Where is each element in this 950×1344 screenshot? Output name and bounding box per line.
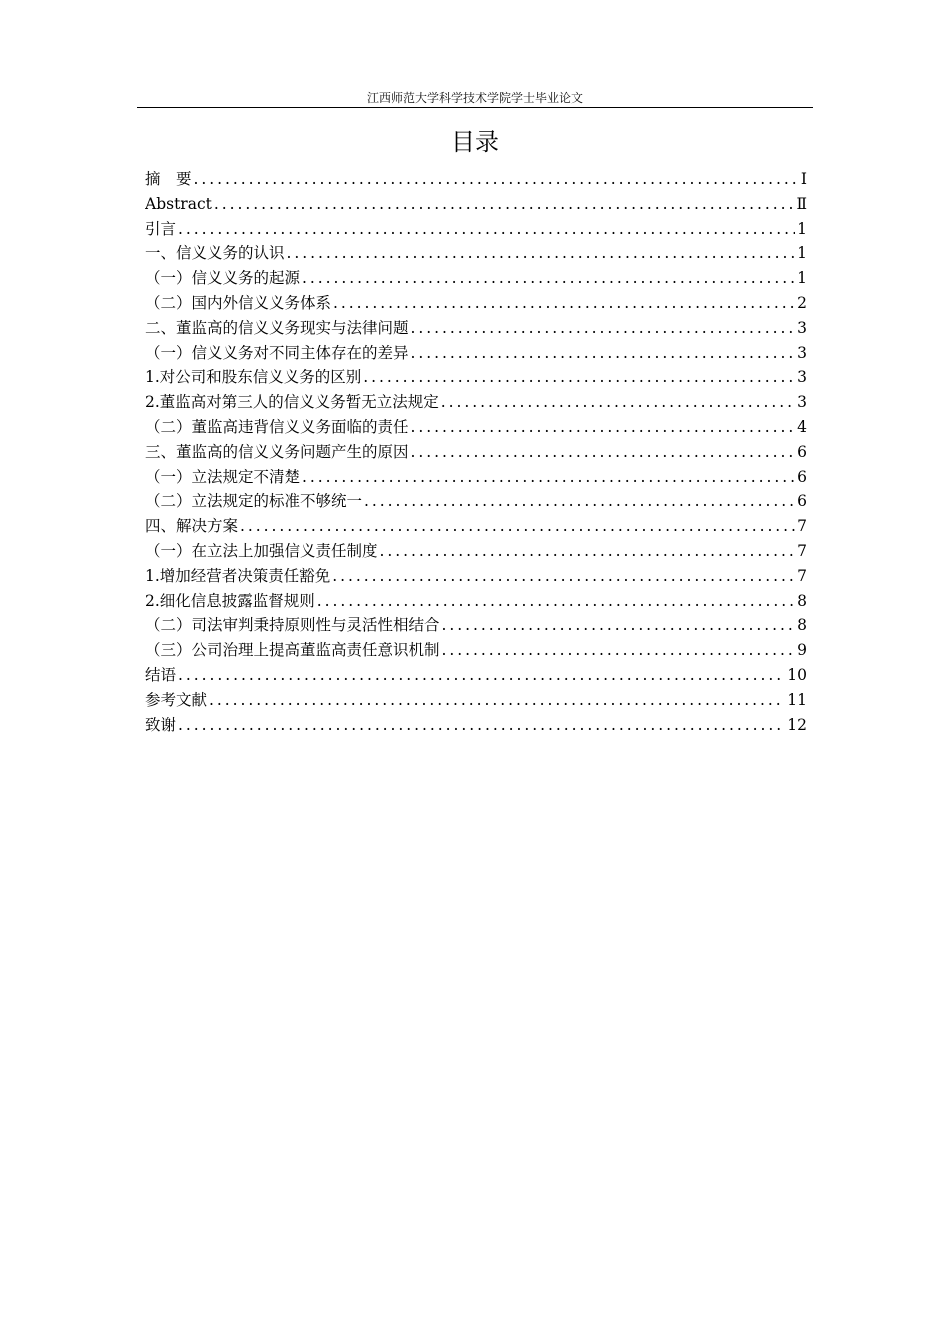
dot-leader — [287, 241, 796, 266]
toc-entry-page: 2 — [797, 293, 807, 312]
dot-leader — [364, 489, 795, 514]
toc-entry-label: 致谢 — [145, 715, 177, 734]
toc-entry[interactable] — [145, 514, 807, 539]
toc-entry[interactable] — [145, 465, 807, 490]
toc-entry[interactable] — [145, 613, 807, 638]
dot-leader — [178, 663, 785, 688]
toc-entry-page: 1 — [797, 244, 807, 263]
toc-entry-page: 1 — [797, 219, 807, 238]
toc-entry-label: 1.增加经营者决策责任豁免 — [145, 566, 331, 585]
toc-entry-page: 10 — [787, 665, 807, 684]
dot-leader — [411, 316, 796, 341]
toc-entry-page: 12 — [787, 715, 807, 734]
toc-entry[interactable] — [145, 316, 807, 341]
toc-entry-page: 3 — [797, 318, 807, 337]
toc-entry-page: 8 — [797, 616, 807, 635]
toc-entry[interactable] — [145, 167, 807, 192]
toc-entry-label: （二）董监高违背信义义务面临的责任 — [145, 417, 409, 436]
toc-entry-label: 1.对公司和股东信义义务的区别 — [145, 368, 362, 387]
toc-entry[interactable] — [145, 564, 807, 589]
dot-leader — [317, 589, 795, 614]
toc-entry-page: 7 — [797, 541, 807, 560]
toc-entry[interactable] — [145, 440, 807, 465]
dot-leader — [240, 514, 795, 539]
toc-entry-page: 7 — [797, 517, 807, 536]
running-header: 江西师范大学科学技术学院学士毕业论文 — [366, 91, 583, 105]
header-rule — [137, 107, 813, 108]
dot-leader — [178, 217, 795, 242]
toc-entry-page: 6 — [797, 492, 807, 511]
dot-leader — [178, 713, 785, 738]
toc-entry-label: （一）信义义务对不同主体存在的差异 — [145, 343, 409, 362]
dot-leader — [380, 539, 796, 564]
dot-leader — [411, 415, 796, 440]
dot-leader — [302, 266, 795, 291]
toc-entry-label: 一、信义义务的认识 — [145, 244, 285, 263]
toc-entry-label: Abstract — [145, 194, 212, 213]
dot-leader — [442, 638, 796, 663]
toc-entry-label: （二）立法规定的标准不够统一 — [145, 492, 363, 511]
toc-entry-label: （二）国内外信义义务体系 — [145, 293, 332, 312]
toc-entry-page: Ⅰ — [800, 170, 807, 188]
dot-leader — [442, 613, 796, 638]
dot-leader — [194, 167, 799, 192]
toc-entry-label: 结语 — [145, 665, 177, 684]
toc-entry-label: （一）信义义务的起源 — [145, 269, 301, 288]
dot-leader — [214, 192, 795, 217]
toc-entry-label: 摘 要 — [145, 170, 192, 188]
toc-entry-label: 三、董监高的信义义务问题产生的原因 — [145, 442, 409, 461]
toc-entry-page: Ⅱ — [796, 194, 807, 213]
toc-entry[interactable] — [145, 241, 807, 266]
toc-entry-label: 二、董监高的信义义务现实与法律问题 — [145, 318, 409, 337]
toc-entry[interactable] — [145, 589, 807, 614]
dot-leader — [333, 291, 795, 316]
toc-entry-label: 2.董监高对第三人的信义义务暂无立法规定 — [145, 393, 439, 412]
toc-entry-page: 7 — [797, 566, 807, 585]
toc-entry[interactable] — [145, 638, 807, 663]
toc-entry-page: 9 — [797, 641, 807, 660]
toc-entry[interactable] — [145, 489, 807, 514]
toc-entry-label: （二）司法审判秉持原则性与灵活性相结合 — [145, 616, 440, 635]
toc-entry-label: 2.细化信息披露监督规则 — [145, 591, 315, 610]
toc-entry-page: 11 — [787, 690, 807, 709]
toc-entry-page: 3 — [797, 368, 807, 387]
dot-leader — [302, 465, 795, 490]
toc-entry[interactable] — [145, 688, 807, 713]
dot-leader — [441, 390, 795, 415]
table-of-contents — [145, 167, 807, 737]
toc-entry[interactable] — [145, 192, 807, 217]
toc-entry-label: 引言 — [145, 219, 177, 238]
toc-entry[interactable] — [145, 663, 807, 688]
toc-entry-page: 4 — [797, 417, 807, 436]
toc-entry[interactable] — [145, 539, 807, 564]
toc-entry-page: 3 — [797, 343, 807, 362]
toc-entry[interactable] — [145, 217, 807, 242]
toc-entry[interactable] — [145, 365, 807, 390]
dot-leader — [209, 688, 785, 713]
dot-leader — [411, 341, 796, 366]
toc-entry-page: 6 — [797, 442, 807, 461]
toc-entry-label: 四、解决方案 — [145, 517, 239, 536]
toc-entry-label: （三）公司治理上提高董监高责任意识机制 — [145, 641, 440, 660]
dot-leader — [332, 564, 795, 589]
toc-entry-label: （一）在立法上加强信义责任制度 — [145, 541, 378, 560]
toc-entry-label: 参考文献 — [145, 690, 208, 709]
toc-entry-page: 6 — [797, 467, 807, 486]
toc-entry[interactable] — [145, 291, 807, 316]
toc-entry[interactable] — [145, 713, 807, 738]
toc-entry[interactable] — [145, 390, 807, 415]
dot-leader — [411, 440, 796, 465]
toc-entry[interactable] — [145, 341, 807, 366]
toc-entry[interactable] — [145, 415, 807, 440]
toc-entry-label: （一）立法规定不清楚 — [145, 467, 301, 486]
dot-leader — [363, 365, 795, 390]
toc-entry-page: 8 — [797, 591, 807, 610]
toc-entry[interactable] — [145, 266, 807, 291]
toc-entry-page: 1 — [797, 269, 807, 288]
toc-entry-page: 3 — [797, 393, 807, 412]
toc-title: 目录 — [451, 128, 499, 156]
